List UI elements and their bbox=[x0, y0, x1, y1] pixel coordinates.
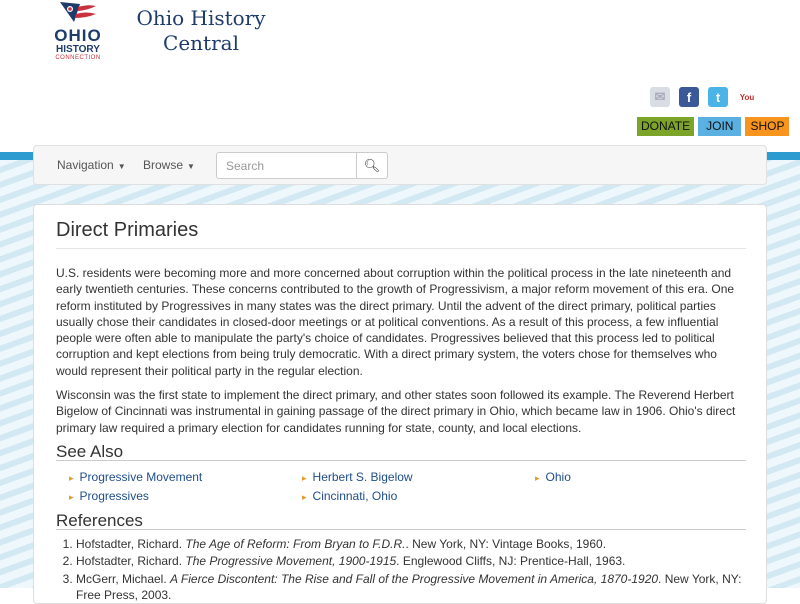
navigation-dropdown[interactable] bbox=[57, 158, 126, 172]
logo-text-ohio: OHIO bbox=[54, 26, 102, 45]
reference-title: The Age of Reform: From Bryan to F.D.R. bbox=[185, 537, 406, 552]
reference-pre: Hofstadter, Richard. bbox=[76, 537, 186, 552]
paragraph: Wisconsin was the first state to implement the direct primary, and other states soon followed its example. The Reverend Herbert Bigelow of Cincinnati was instrumental in gaining passage of the direct primary in Ohio, which became law in 1906. Ohio's direct primary law required a primary election for candidates running for state, county, and local elections. bbox=[56, 388, 736, 435]
social-links bbox=[650, 87, 757, 107]
caret-down-icon: ▼ bbox=[187, 162, 195, 171]
site-title-line2: Central bbox=[163, 31, 239, 55]
reference-item bbox=[76, 571, 746, 604]
ohio-history-connection-logo[interactable] bbox=[48, 2, 108, 62]
references-heading: References bbox=[56, 513, 746, 530]
see-also-list bbox=[56, 461, 746, 511]
see-also-link[interactable]: ▸ Ohio bbox=[535, 469, 759, 486]
youtube-icon[interactable]: You bbox=[737, 87, 757, 107]
reference-pre: Hofstadter, Richard. bbox=[76, 554, 186, 569]
logo-text-connection: CONNECTION bbox=[55, 55, 101, 61]
site-title-line1: Ohio History bbox=[136, 6, 266, 30]
navigation-label: Navigation bbox=[57, 158, 114, 172]
browse-label: Browse bbox=[143, 158, 184, 172]
join-button[interactable]: JOIN bbox=[698, 117, 741, 136]
paragraph: U.S. residents were becoming more and more concerned about corruption within the political process in the late nineteenth and early twentieth centuries. These concerns contributed to the growth of Progressivism, a major reform movement of this era. One reform instituted by Progressives in many states was the direct primary. Until the advent of the direct primary, political parties usually chose their candidates in closed-door meetings or at political conventions. As a result of this process, a few influential people were often able to manipulate the party's choice of candidates. Progressives believed that this process led to political corruption and kept elections from being truly democratic. With a direct primary system, the voters chose for themselves who would represent their political party in the regular election. bbox=[56, 266, 735, 378]
reference-item bbox=[76, 553, 746, 569]
reference-pre: McGerr, Michael. bbox=[76, 571, 171, 586]
reference-item bbox=[76, 536, 746, 552]
reference-title: A Fierce Discontent: The Rise and Fall of the Progressive Movement in America, 1870-1920 bbox=[170, 571, 659, 586]
flag-icon bbox=[58, 2, 98, 24]
reference-post: . New York, NY: Free Press, 2003. bbox=[76, 571, 742, 603]
navbar bbox=[33, 145, 767, 185]
reference-post: . New York, NY: Vintage Books, 1960. bbox=[405, 537, 607, 552]
shop-button[interactable]: SHOP bbox=[745, 117, 789, 136]
email-icon[interactable]: ✉ bbox=[650, 87, 670, 107]
action-buttons bbox=[637, 117, 789, 136]
site-title[interactable] bbox=[134, 6, 268, 56]
reference-title: The Progressive Movement, 1900-1915 bbox=[185, 554, 397, 569]
browse-dropdown[interactable] bbox=[143, 158, 195, 172]
search-button[interactable] bbox=[356, 152, 388, 179]
see-also-heading: See Also bbox=[56, 444, 746, 461]
see-also-link[interactable]: ▸ Progressive Movement bbox=[69, 469, 302, 486]
twitter-icon[interactable]: t bbox=[708, 87, 728, 107]
references-list bbox=[56, 536, 746, 603]
search-icon: 🔍︎ bbox=[363, 158, 381, 173]
caret-down-icon: ▼ bbox=[117, 162, 126, 171]
see-also-link[interactable]: ▸ Herbert S. Bigelow bbox=[302, 469, 535, 486]
search-input[interactable]: Search bbox=[216, 152, 357, 179]
article-card bbox=[33, 204, 767, 604]
see-also-link[interactable]: ▸ Progressives bbox=[69, 488, 302, 505]
donate-button[interactable]: DONATE bbox=[637, 117, 694, 136]
facebook-icon[interactable]: f bbox=[679, 87, 699, 107]
logo-text-history: HISTORY bbox=[56, 44, 100, 55]
reference-post: . Englewood Cliffs, NJ: Prentice-Hall, 1963. bbox=[396, 554, 626, 569]
see-also-link[interactable]: ▸ Cincinnati, Ohio bbox=[302, 488, 535, 505]
page-title: Direct Primaries bbox=[56, 219, 746, 249]
